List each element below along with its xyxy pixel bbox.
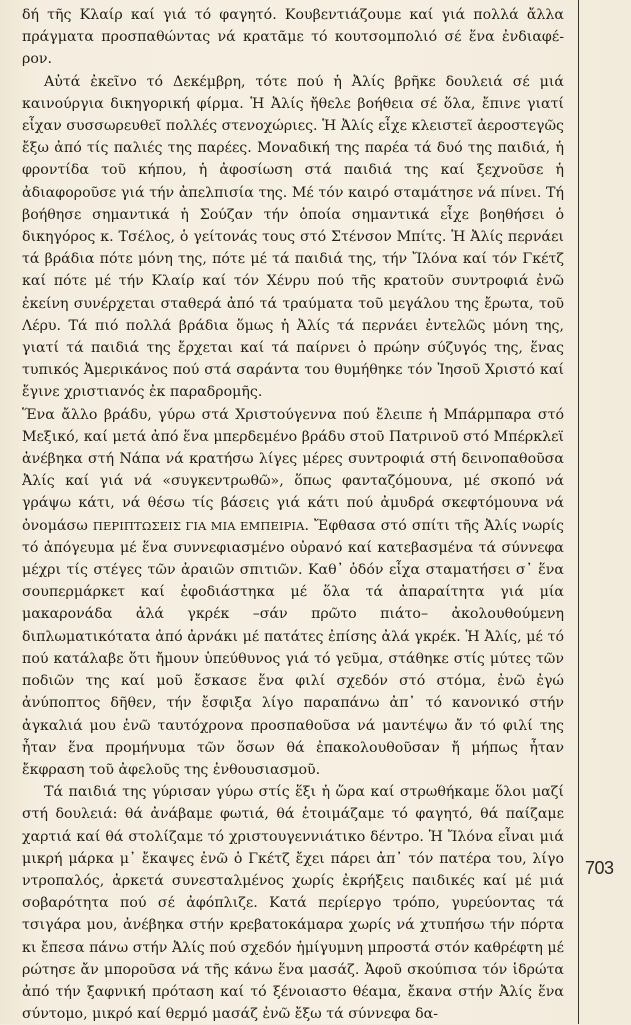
paragraph-3 [22, 404, 564, 781]
paragraph-2: Αὐτά ἐκεῖνο τό Δεκέμβρη, τότε πού ἡ Ἀλίς βρῆκε δουλειά σέ μιά καινούργια δικηγορική φίρμα. Ἡ Ἀλίς ἤθελε βοήθεια σέ ὅλα, ἔπινε γιατί εἶχαν συσσωρευθεῖ πολλές στενοχώριες. Ἡ Ἀλίς εἶχε κλειστεῖ ἀεροστεγῶς ἔξω ἀπό τίς παλιές της παρέες. Μοναδική της παρέα τά δυό της παιδιά, ἡ φροντίδα τοῦ κήπου, ἡ ἀφοσίωση στά παιδιά της καί ξεχνοῦσε ἡ ἀδιαφοροῦσε γιά τήν ἀπελπισία της. Μέ τόν καιρό σταμάτησε νά πίνει. Τή βοήθησε σημαντικά ἡ Σούζαν τήν ὁποία σημαντικά εἶχε βοηθήσει ὁ δικηγόρος κ. Τσέλος, ὁ γείτονάς τους στό Στένσον Μπίτς. Ἡ Ἀλίς περνάει τά βράδια πότε μόνη της, πότε μέ τά παιδιά της, τήν Ἴλόνα καί τόν Γκέτζ καί πότε μέ τήν Κλαίρ καί τόν Χένρυ πού τῆς κρατοῦν συντροφιά ἐνῶ ἐκείνη συνέρχεται σταθερά ἀπό τά τραύματα τοῦ μεγάλου της ἔρωτα, τοῦ Λέρυ. Τά πιό πολλά βράδια ὅμως ἡ Ἀλίς τά περνάει ἐντελῶς μόνη της, γιατί τά παιδιά της ἔρχεται καί τά παίρνει ὁ πρώην σύζυγός της, ἕνας τυπικός Ἀμερικάνος πού στά σαράντα του θυμήθηκε τόν Ἰησοῦ Χριστό καί ἔγινε χριστιανός ἐκ παραδρομῆς. [22, 73, 564, 401]
margin-rule [578, 0, 579, 1024]
paragraph-4: Τά παιδιά της γύρισαν γύρω στίς ἕξι ἡ ὥρα καί στρωθήκαμε ὅλοι μαζί στή δουλειά: θά ἀνάβαμε φωτιά, θά ἑτοιμάζαμε τό φαγητό, θά παίζαμε χαρτιά καί θά στολίζαμε τό χριστουγεννιάτικο δέντρο. Ἡ Ἴλόνα εἶναι μιά μικρή μάρκα μ᾿ ἔκαψες ἐνῶ ὁ Γκέτζ ἔχει πάρει ἀπ᾿ τόν πατέρα του, λίγο ντροπαλός, ἀρκετά συνεσταλμένος χωρίς ἐκρήξεις παιδικές καί μέ μιά σοβαρότητα πού σέ ἀφόπλιζε. Κατά περίεργο τρόπο, γυρεύοντας τά τσιγάρα μου, ἀνέβηκα στήν κρεβατοκάμαρα χωρίς νά χτυπήσω τήν πόρτα κι ἔπεσα πάνω στήν Ἀλίς πού σχεδόν ἡμίγυμνη μπροστά στόν καθρέφτη μέ ρώτησε ἄν μποροῦσα νά τῆς κάνω ἕνα μασάζ. Ἀφοῦ σκούπισα τόν ἱδρώτα ἀπό τήν ξαφνική πρόταση καί τό ξένοιαστο θέαμα, ἔκανα στήν Ἀλίς ἕνα σύντομο, μικρό καί θερμό μασάζ ἐνῶ ἔξω τά σύννεφα δα- [22, 784, 564, 1023]
paragraph-3-text-after: . Ἔφθασα στό σπίτι τῆς Ἀλίς νωρίς τό ἀπόγευμα μέ ἕνα συννεφιασμένο οὐρανό καί κατεβασμένα τά σύννεφα μέχρι τίς στέγες τῶν ἀραιῶν σπιτιῶν. Καθ᾿ ὁδόν εἶχα σταματήσει σ᾿ ἕνα σουπερμάρκετ καί ἐφοδιάστηκα μέ ὅλα τά ἀπαραίτητα γιά μία μακαρονάδα ἀλά γκρέκ –σάν πρῶτο πιάτο– ἀκολουθούμενη διπλωματικότατα ἀπό ἀρνάκι μέ πατάτες ἐπίσης ἀλά γκρέκ. Ἡ Ἀλίς, μέ τό πού κατάλαβε ὅτι ἤμουν ὑπεύθυνος γιά τό γεῦμα, στάθηκε στίς μύτες τῶν ποδιῶν της καί μοῦ ἔσκασε ἕνα φιλί σχεδόν στό στόμα, ἐνῶ ἐγώ ἀνύποπτος δῆθεν, τήν ἔσφιξα λίγο παραπάνω ἀπ᾿ τό κανονικό στήν ἀγκαλιά μου ἐνῶ ταυτόχρονα προσπαθοῦσα νά μαντέψω ἄν τό φιλί της ἦταν ἕνα προμήνυμα τῶν ὅσων θά ἐπακολουθοῦσαν ἤ μήπως ἦταν ἔκφραση τοῦ ἀφελοῦς της ἐνθουσιασμοῦ. [22, 517, 565, 778]
body-text [22, 4, 564, 1025]
page-number: 703 [585, 858, 614, 878]
paragraph-1: δή τῆς Κλαίρ καί γιά τό φαγητό. Κουβεντιάζουμε καί γιά πολλά ἄλλα πράγματα προσπαθώντας νά κρατᾶμε τό κουτσομπολιό σέ ἕνα ἐνδιαφέ-ρον. [22, 7, 564, 68]
small-caps-title: ΠΕΡΙΠΤΩΣΕΙΣ ΓΙΑ ΜΙΑ ΕΜΠΕΙΡΙΑ [92, 518, 305, 533]
paragraph-3-text: Ἕνα ἄλλο βράδυ, γύρω στά Χριστούγεννα πού ἔλειπε ἡ Μπάρμπαρα στό Μεξικό, καί μετά ἀπό ἕνα μπερδεμένο βράδυ στοῦ Πατρινοῦ στό Μπέρκλεϊ ἀνέβηκα στή Νάπα νά κρατήσω λίγες μέρες συντροφιά στή δεινοπαθοῦσα Ἀλίς καί γιά νά «συγκεντρωθῶ», ὅπως φανταζόμουνα, μέ σκοπό νά γράψω κάτι, νά θέσω τίς βάσεις γιά κάτι πού ἀμυδρά σκεφτόμουνα νά ὀνομάσω [22, 406, 564, 534]
